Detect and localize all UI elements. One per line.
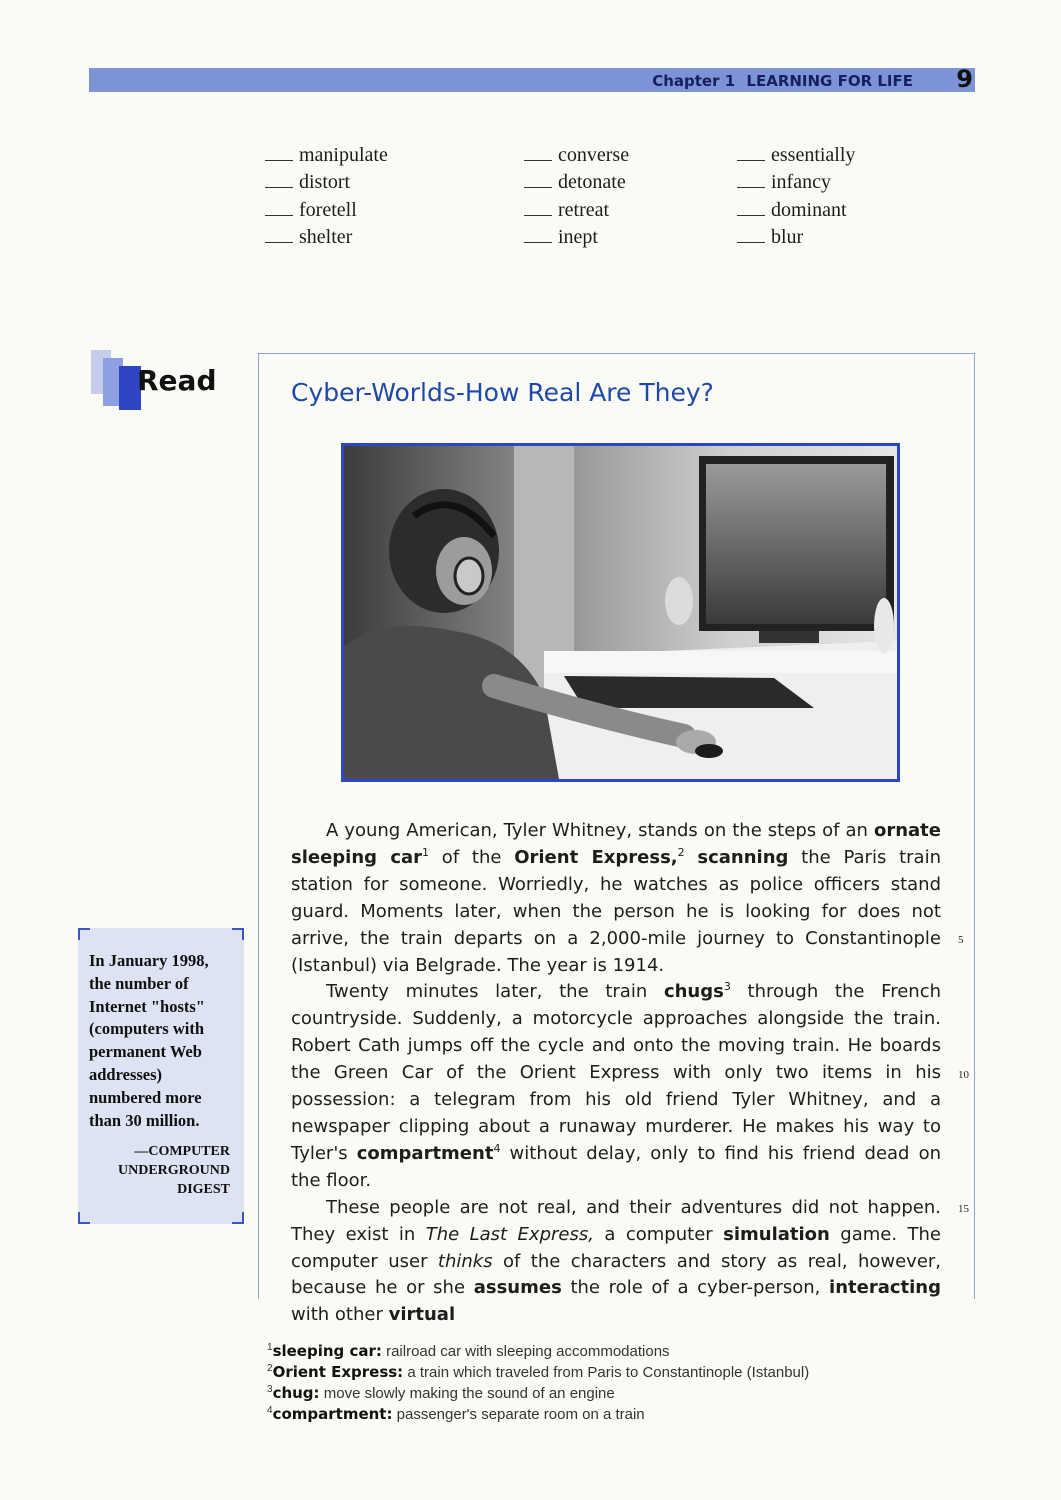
article-paragraph-1: A young American, Tyler Whitney, stands on the steps of an ornate sleeping car$^1$ of the Orient Express,$^2$ scanning the Paris train station for someone. Worriedly, he watches as police officers stand guard. Moments later, when the person he is looking for does not arrive, the train departs on a 2,000-mile journey to Constantinople (Istanbul) via Belgrade. The year is 1914. — [291, 820, 941, 976]
vocab-column-2 — [524, 142, 629, 251]
answer-blank[interactable] — [524, 201, 552, 216]
vocab-column-3 — [737, 142, 855, 251]
footnote: $^2$Orient Express: a train which traveled from Paris to Constantinople (Istanbul) — [267, 1363, 810, 1381]
answer-blank[interactable] — [524, 173, 552, 188]
answer-blank[interactable] — [265, 201, 293, 216]
chapter-label: Chapter 1 — [652, 72, 736, 90]
line-number: 15 — [958, 1203, 969, 1215]
article-title: Cyber-Worlds-How Real Are They? — [291, 378, 714, 407]
footnotes — [267, 1341, 809, 1425]
sidebar-source: —COMPUTER UNDERGROUND DIGEST — [118, 1144, 230, 1197]
section-label: Read — [137, 364, 217, 397]
corner-mark-icon — [78, 1212, 90, 1224]
answer-blank[interactable] — [737, 201, 765, 216]
chapter-title: LEARNING FOR LIFE — [746, 72, 913, 90]
vocab-item: foretell — [265, 197, 388, 224]
corner-mark-icon — [232, 1212, 244, 1224]
answer-blank[interactable] — [524, 228, 552, 243]
answer-blank[interactable] — [265, 146, 293, 161]
corner-mark-icon — [232, 928, 244, 940]
sidebar-fact-text: In January 1998, the number of Internet "hosts" (computers with permanent Web addresses) numbered more than 30 million. — [89, 951, 209, 1130]
vocab-item: converse — [524, 142, 629, 169]
vocab-item: essentially — [737, 142, 855, 169]
photo-boy-at-computer — [341, 443, 900, 782]
vocab-item: blur — [737, 224, 855, 251]
article-body — [291, 818, 941, 1329]
vocab-item: manipulate — [265, 142, 388, 169]
vocab-item: retreat — [524, 197, 629, 224]
vocab-item: inept — [524, 224, 629, 251]
vocab-item: shelter — [265, 224, 388, 251]
article-paragraph-2: Twenty minutes later, the train chugs$^3$ through the French countryside. Suddenly, a motorcycle approaches alongside the train. Robert Cath jumps off the cycle and onto the moving train. He boards the Green Car of the Orient Express with only two items in his possession: a telegram from his old friend Tyler Whitney, and a newspaper clipping about a runaway murderer. He makes his way to Tyler's compartment$^4$ without delay, only to find his friend dead on the floor. — [291, 980, 941, 1191]
read-section-marker — [89, 348, 219, 418]
article-paragraph-3: These people are not real, and their adventures did not happen. They exist in The Last Express, a computer simulation game. The computer user thinks of the characters and story as real, however, because he or she assumes the role of a cyber-person, interacting with other virtual — [291, 1196, 942, 1326]
line-number: 5 — [958, 934, 964, 946]
corner-mark-icon — [78, 928, 90, 940]
footnote: $^4$compartment: passenger's separate room on a train — [267, 1405, 645, 1423]
page-number: 9 — [956, 65, 973, 93]
vocab-item: detonate — [524, 169, 629, 196]
vocab-column-1 — [265, 142, 388, 251]
photo-illustration — [344, 446, 897, 779]
chapter-header-bar — [89, 65, 975, 93]
answer-blank[interactable] — [524, 146, 552, 161]
footnote: $^1$sleeping car: railroad car with sleeping accommodations — [267, 1342, 670, 1360]
vocab-item: distort — [265, 169, 388, 196]
chapter-header-title — [652, 72, 913, 90]
vocab-item: infancy — [737, 169, 855, 196]
answer-blank[interactable] — [737, 228, 765, 243]
vocab-item: dominant — [737, 197, 855, 224]
answer-blank[interactable] — [737, 173, 765, 188]
footnote: $^3$chug: move slowly making the sound of an engine — [267, 1384, 615, 1402]
answer-blank[interactable] — [265, 228, 293, 243]
sidebar-fact-box — [78, 928, 244, 1224]
line-number: 10 — [958, 1069, 969, 1081]
answer-blank[interactable] — [737, 146, 765, 161]
answer-blank[interactable] — [265, 173, 293, 188]
